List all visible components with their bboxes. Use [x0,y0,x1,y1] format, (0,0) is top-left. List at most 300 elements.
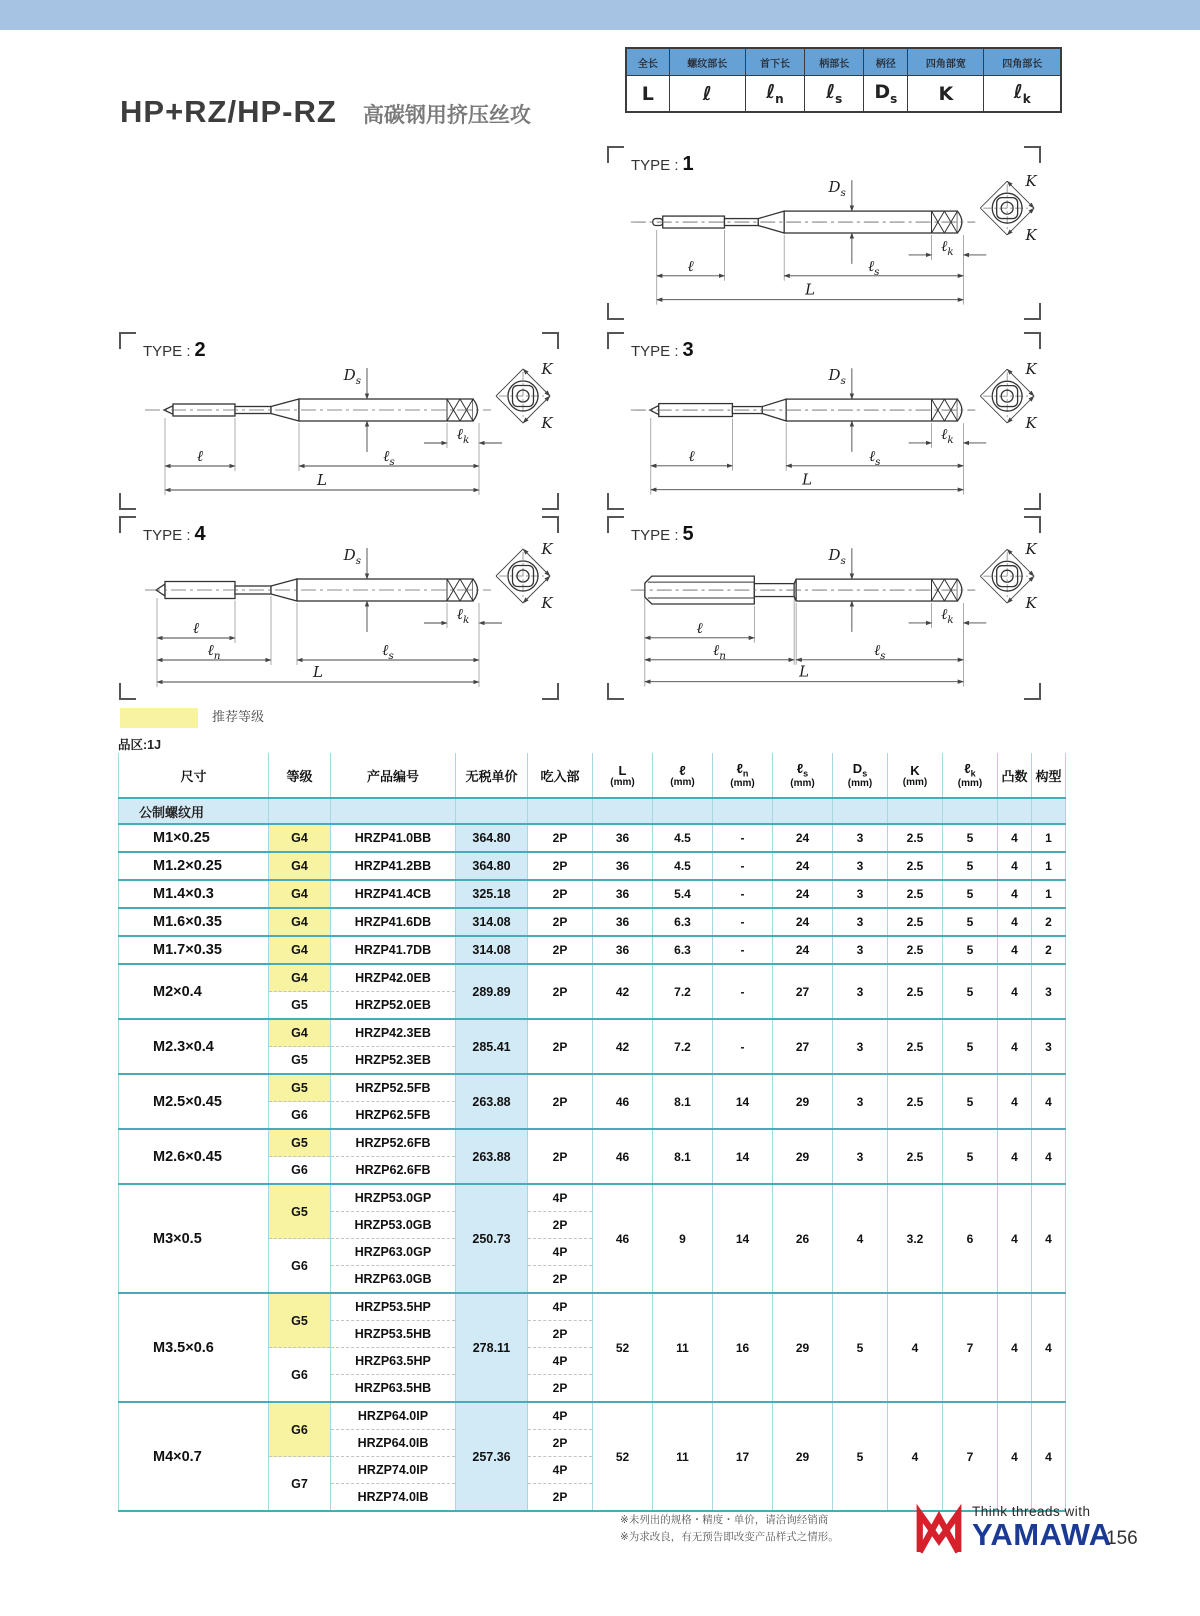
size-cell: M2.6×0.45 [119,1129,269,1184]
dim-cell: 11 [653,1402,713,1511]
svg-text:K: K [1025,413,1037,432]
dim-table-symbol-row [626,76,1061,113]
size-cell: M2.5×0.45 [119,1074,269,1129]
dim-cell: 3 [833,1129,888,1184]
section-cell [331,798,456,824]
table-row [119,1184,1066,1212]
section-cell [888,798,943,824]
dim-header: 首下长 [745,48,804,76]
product-code-cell: HRZP74.0IB [331,1484,456,1512]
dim-cell: 4 [998,1129,1032,1184]
chamfer-cell: 4P [528,1457,593,1484]
dim-cell: 4.5 [653,852,713,880]
svg-text:K: K [541,414,553,432]
dim-cell: 24 [773,852,833,880]
spec-header-row [119,753,1066,798]
dim-cell: 26 [773,1184,833,1293]
type-2-label: TYPE : 2 [143,339,206,361]
section-cell [773,798,833,824]
dim-cell: 5 [943,936,998,964]
dim-cell: 5 [943,852,998,880]
size-cell: M1.7×0.35 [119,936,269,964]
section-cell: 公制螺纹用 [119,798,269,824]
svg-text:L: L [799,662,810,681]
grade-cell: G6 [269,1402,331,1457]
chamfer-cell: 2P [528,908,593,936]
chamfer-cell: 2P [528,936,593,964]
svg-text:ℓs: ℓ$_s$ [382,641,394,662]
svg-text:Ds: $D_s$ [828,546,846,568]
dim-cell: 7.2 [653,1019,713,1074]
product-code-cell: HRZP42.3EB [331,1019,456,1047]
table-row [119,880,1066,908]
svg-text:L: L [313,663,323,681]
dim-cell: 5.4 [653,880,713,908]
chamfer-cell: 4P [528,1184,593,1212]
dim-cell: 46 [593,1184,653,1293]
dim-header: 螺纹部长 [669,48,745,76]
footnote-line: ※未列出的规格・精度・单价，请洽询经销商 [620,1514,829,1526]
page-title [120,94,531,130]
dim-cell: 36 [593,852,653,880]
grade-cell: G4 [269,824,331,852]
product-code-cell: HRZP62.5FB [331,1102,456,1130]
spec-col-header: ℓ (mm) [653,753,713,798]
dim-table-header-row [626,48,1061,76]
dim-header: 柄径 [864,48,908,76]
dim-cell: 4 [888,1293,943,1402]
svg-text:ℓs: ℓ$_s$ [868,446,881,468]
dim-cell: 5 [943,1074,998,1129]
svg-text:ℓk: ℓ$_k$ [456,605,470,626]
dim-symbol: ℓ [669,76,745,113]
dim-cell: 46 [593,1129,653,1184]
product-code-cell: HRZP52.5FB [331,1074,456,1102]
brand-tagline: Think threads with [972,1504,1091,1519]
dim-cell: 4 [998,936,1032,964]
spec-table [118,753,1066,1512]
spec-col-header: K (mm) [888,753,943,798]
dim-header: 四角部宽 [908,48,984,76]
svg-text:L: L [802,470,813,489]
dimension-symbol-table [625,47,1062,113]
section-cell [528,798,593,824]
price-cell: 257.36 [456,1402,528,1511]
grade-cell: G4 [269,936,331,964]
brand-name: YAMAWA [972,1517,1112,1552]
chamfer-cell: 2P [528,824,593,852]
dim-cell: 6.3 [653,908,713,936]
chamfer-cell: 2P [528,1019,593,1074]
type-4-panel [119,516,559,700]
grade-cell: G5 [269,1129,331,1157]
price-cell: 314.08 [456,908,528,936]
size-cell: M2×0.4 [119,964,269,1019]
price-cell: 263.88 [456,1074,528,1129]
spec-col-header: ℓ$_s$ (mm) [773,753,833,798]
dim-cell: 7 [943,1402,998,1511]
dim-cell: - [713,852,773,880]
grade-cell: G6 [269,1239,331,1294]
price-cell: 325.18 [456,880,528,908]
svg-text:ℓs: ℓ$_s$ [383,447,395,468]
grade-cell: G5 [269,1047,331,1075]
svg-text:ℓ: ℓ [688,446,695,465]
dim-cell: 2.5 [888,880,943,908]
series-name: HP+RZ/HP-RZ [120,94,337,129]
dim-cell: 4 [998,908,1032,936]
svg-text:Ds: $D_s$ [343,546,361,567]
table-row [119,1402,1066,1430]
dim-cell: 29 [773,1129,833,1184]
dim-cell: - [713,908,773,936]
grade-cell: G5 [269,1293,331,1348]
grade-cell: G6 [269,1102,331,1130]
svg-text:ℓn: ℓ$_n$ [207,641,221,662]
dim-cell: 17 [713,1402,773,1511]
dim-symbol: ℓ$_s$ [805,76,864,113]
price-cell: 263.88 [456,1129,528,1184]
dim-cell: 52 [593,1293,653,1402]
svg-text:ℓ: ℓ [192,619,200,637]
size-cell: M1.6×0.35 [119,908,269,936]
spec-col-header: 等级 [269,753,331,798]
dim-cell: 3 [833,936,888,964]
dim-cell: 3.2 [888,1184,943,1293]
chamfer-cell: 4P [528,1293,593,1321]
dim-cell: 3 [833,1019,888,1074]
grade-cell: G4 [269,964,331,992]
dim-cell: 36 [593,880,653,908]
chamfer-cell: 2P [528,964,593,1019]
product-code-cell: HRZP41.0BB [331,824,456,852]
spec-col-header: $D_s$ (mm) [833,753,888,798]
dim-cell: 9 [653,1184,713,1293]
dim-cell: 29 [773,1402,833,1511]
svg-text:K: K [1025,172,1037,191]
grade-cell: G5 [269,1074,331,1102]
dim-cell: 5 [943,1019,998,1074]
dim-cell: 2 [1032,908,1066,936]
product-code-cell: HRZP63.5HP [331,1348,456,1375]
chamfer-cell: 2P [528,1212,593,1239]
grade-cell: G6 [269,1157,331,1185]
dim-header: 四角部长 [984,48,1061,76]
dim-cell: 3 [1032,1019,1066,1074]
dim-cell: - [713,824,773,852]
svg-text:ℓ: ℓ [687,256,694,275]
dim-cell: 8.1 [653,1129,713,1184]
type-3-label: TYPE : 3 [631,339,694,361]
price-cell: 364.80 [456,824,528,852]
svg-text:L: L [805,280,816,299]
type-2-panel [119,332,559,510]
dim-symbol: ℓ$_k$ [984,76,1061,113]
table-row [119,1129,1066,1157]
spec-table-body [119,798,1066,1511]
dim-cell: 3 [833,964,888,1019]
dim-cell: 24 [773,880,833,908]
grade-cell: G6 [269,1348,331,1403]
svg-text:ℓ: ℓ [196,447,204,465]
spec-col-header: L (mm) [593,753,653,798]
product-code-cell: HRZP62.6FB [331,1157,456,1185]
dim-cell: 14 [713,1184,773,1293]
spec-col-header: 无税单价 [456,753,528,798]
chamfer-cell: 4P [528,1239,593,1266]
section-cell [713,798,773,824]
dim-cell: 1 [1032,852,1066,880]
brand-logo [913,1498,1112,1556]
table-row [119,852,1066,880]
dim-cell: 2.5 [888,964,943,1019]
dim-cell: 2 [1032,936,1066,964]
page-number: 156 [1106,1528,1138,1549]
yellow-legend-swatch [120,708,198,728]
dim-cell: 2.5 [888,908,943,936]
spec-col-header: 凸数 [998,753,1032,798]
dim-cell: 3 [833,1074,888,1129]
dim-cell: 2.5 [888,824,943,852]
price-cell: 278.11 [456,1293,528,1402]
legend-label: 推荐等级 [212,709,265,724]
dim-cell: 2.5 [888,1074,943,1129]
svg-text:ℓk: ℓ$_k$ [941,604,954,626]
top-accent-bar [0,0,1200,30]
size-cell: M3×0.5 [119,1184,269,1293]
dim-symbol: K [908,76,984,113]
dim-cell: 4 [998,1019,1032,1074]
table-row [119,964,1066,992]
spec-table-wrap [118,753,1066,1512]
chamfer-cell: 2P [528,1129,593,1184]
dim-cell: 5 [833,1293,888,1402]
dim-cell: 1 [1032,824,1066,852]
size-cell: M1×0.25 [119,824,269,852]
type-1-label: TYPE : 1 [631,153,694,175]
dim-cell: 4 [998,880,1032,908]
dim-cell: 24 [773,908,833,936]
dim-cell: 7.2 [653,964,713,1019]
product-code-cell: HRZP53.0GB [331,1212,456,1239]
dim-cell: 6.3 [653,936,713,964]
product-code-cell: HRZP74.0IP [331,1457,456,1484]
dim-cell: 24 [773,824,833,852]
chamfer-cell: 4P [528,1402,593,1430]
product-code-cell: HRZP52.0EB [331,992,456,1020]
grade-cell: G5 [269,992,331,1020]
svg-text:K: K [1025,225,1037,244]
size-cell: M1.2×0.25 [119,852,269,880]
svg-text:ℓk: ℓ$_k$ [941,236,954,258]
dim-cell: 42 [593,1019,653,1074]
svg-text:ℓ: ℓ [696,618,703,637]
dim-cell: 3 [833,880,888,908]
dim-cell: 3 [1032,964,1066,1019]
svg-text:ℓs: ℓ$_s$ [867,256,880,278]
chamfer-cell: 2P [528,852,593,880]
table-row [119,824,1066,852]
dim-cell: 4 [1032,1293,1066,1402]
dim-symbol: $D_s$ [864,76,908,113]
dim-cell: 14 [713,1129,773,1184]
dim-cell: 4 [1032,1129,1066,1184]
dim-symbol: ℓ$_n$ [745,76,804,113]
grade-cell: G4 [269,1019,331,1047]
dim-cell: 5 [833,1402,888,1511]
grade-cell: G4 [269,852,331,880]
section-cell [269,798,331,824]
dim-cell: 1 [1032,880,1066,908]
svg-text:K: K [541,360,553,378]
dim-symbol: L [626,76,669,113]
dim-cell: 11 [653,1293,713,1402]
product-code-cell: HRZP63.5HB [331,1375,456,1403]
dim-cell: 8.1 [653,1074,713,1129]
product-code-cell: HRZP64.0IP [331,1402,456,1430]
price-cell: 314.08 [456,936,528,964]
product-code-cell: HRZP52.6FB [331,1129,456,1157]
svg-text:ℓk: ℓ$_k$ [456,425,470,446]
dim-cell: 42 [593,964,653,1019]
dim-cell: 6 [943,1184,998,1293]
type-5-label: TYPE : 5 [631,523,694,545]
table-row [119,1074,1066,1102]
dim-cell: 5 [943,824,998,852]
chamfer-cell: 2P [528,1321,593,1348]
section-cell [943,798,998,824]
chamfer-cell: 4P [528,1348,593,1375]
dim-cell: 46 [593,1074,653,1129]
size-cell: M2.3×0.4 [119,1019,269,1074]
section-cell [833,798,888,824]
grade-cell: G7 [269,1457,331,1512]
dim-cell: 5 [943,880,998,908]
section-cell [456,798,528,824]
product-code-cell: HRZP63.0GB [331,1266,456,1294]
dim-cell: 29 [773,1293,833,1402]
dim-cell: 2.5 [888,852,943,880]
dim-cell: - [713,1019,773,1074]
dim-cell: - [713,964,773,1019]
dim-cell: 5 [943,908,998,936]
dim-cell: 27 [773,964,833,1019]
svg-text:K: K [1025,594,1037,612]
grade-cell: G4 [269,908,331,936]
product-code-cell: HRZP41.7DB [331,936,456,964]
dim-cell: 4 [1032,1184,1066,1293]
product-code-cell: HRZP53.0GP [331,1184,456,1212]
spec-col-header: 构型 [1032,753,1066,798]
product-code-cell: HRZP42.0EB [331,964,456,992]
svg-text:ℓk: ℓ$_k$ [941,424,954,446]
dim-cell: 16 [713,1293,773,1402]
dim-cell: 36 [593,936,653,964]
dim-cell: 36 [593,824,653,852]
dim-cell: 4 [998,1184,1032,1293]
product-code-cell: HRZP53.5HP [331,1293,456,1321]
product-code-cell: HRZP63.0GP [331,1239,456,1266]
dim-cell: 4 [998,852,1032,880]
dim-cell: 7 [943,1293,998,1402]
product-code-cell: HRZP41.2BB [331,852,456,880]
svg-text:K: K [541,594,553,612]
section-row [119,798,1066,824]
type-4-label: TYPE : 4 [143,523,206,545]
svg-text:ℓs: ℓ$_s$ [873,640,886,662]
dim-cell: 2.5 [888,1019,943,1074]
dim-cell: 36 [593,908,653,936]
section-cell [653,798,713,824]
recommended-grade-legend [120,706,264,728]
dim-cell: - [713,936,773,964]
type-1-panel [607,146,1041,320]
dim-cell: 52 [593,1402,653,1511]
price-cell: 285.41 [456,1019,528,1074]
svg-text:K: K [1025,360,1037,379]
svg-text:K: K [1025,540,1037,559]
spec-col-header: 尺寸 [119,753,269,798]
chamfer-cell: 2P [528,880,593,908]
dim-cell: 4 [998,1402,1032,1511]
dim-cell: 4 [998,1293,1032,1402]
product-code-cell: HRZP64.0IB [331,1430,456,1457]
dim-cell: 27 [773,1019,833,1074]
type-5-panel [607,516,1041,700]
table-row [119,1019,1066,1047]
table-row [119,1293,1066,1321]
spec-col-header: ℓ$_n$ (mm) [713,753,773,798]
size-cell: M4×0.7 [119,1402,269,1511]
grade-cell: G5 [269,1184,331,1239]
dim-cell: 5 [943,964,998,1019]
section-cell [998,798,1032,824]
series-description: 高碳钢用挤压丝攻 [362,104,531,127]
dim-cell: 3 [833,824,888,852]
table-row [119,908,1066,936]
spec-col-header: 产品编号 [331,753,456,798]
table-row [119,936,1066,964]
footnote-line: ※为求改良，有无预告即改变产品样式之情形。 [620,1530,839,1543]
product-code-cell: HRZP53.5HB [331,1321,456,1348]
dim-cell: 2.5 [888,936,943,964]
svg-text:L: L [317,471,327,489]
yamawa-mark-icon [913,1498,965,1556]
dim-cell: 24 [773,936,833,964]
svg-text:K: K [541,540,553,558]
dim-cell: 4 [1032,1074,1066,1129]
dim-cell: 4 [1032,1402,1066,1511]
price-cell: 364.80 [456,852,528,880]
series-note: 品区:1J [118,738,162,752]
size-cell: M1.4×0.3 [119,880,269,908]
chamfer-cell: 2P [528,1430,593,1457]
dim-cell: 3 [833,852,888,880]
dim-cell: - [713,880,773,908]
dim-cell: 4 [888,1402,943,1511]
section-cell [1032,798,1066,824]
size-cell: M3.5×0.6 [119,1293,269,1402]
section-cell [593,798,653,824]
dim-cell: 4.5 [653,824,713,852]
price-cell: 250.73 [456,1184,528,1293]
svg-text:ℓn: ℓ$_n$ [713,640,726,662]
dim-cell: 4 [998,964,1032,1019]
svg-text:Ds: $D_s$ [828,178,846,200]
grade-cell: G4 [269,880,331,908]
spec-table-head [119,753,1066,798]
type-3-panel [607,332,1041,510]
